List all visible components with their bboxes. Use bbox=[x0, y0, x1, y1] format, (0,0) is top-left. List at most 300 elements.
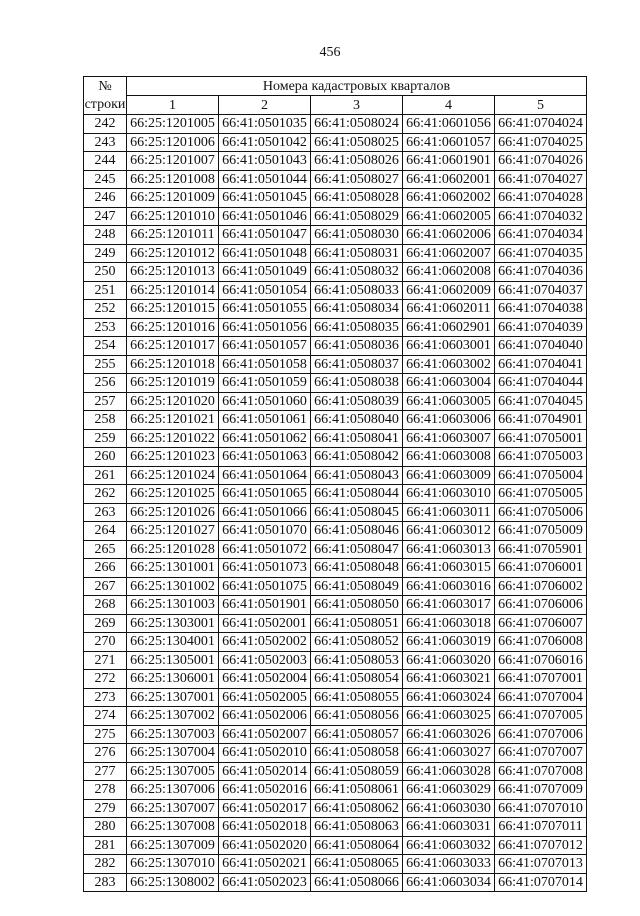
cadastral-number-cell: 66:41:0603008 bbox=[403, 448, 495, 467]
table-body bbox=[84, 115, 587, 892]
group-header: Номера кадастровых кварталов bbox=[127, 77, 587, 96]
cadastral-number-cell: 66:41:0501049 bbox=[219, 263, 311, 282]
cadastral-number-cell: 66:41:0502014 bbox=[219, 762, 311, 781]
cadastral-number-cell: 66:25:1307003 bbox=[127, 725, 219, 744]
cadastral-number-cell: 66:41:0508046 bbox=[311, 522, 403, 541]
cadastral-number-cell: 66:41:0501045 bbox=[219, 189, 311, 208]
cadastral-number-cell: 66:25:1307005 bbox=[127, 762, 219, 781]
row-number-cell: 263 bbox=[84, 503, 127, 522]
table-row bbox=[84, 762, 587, 781]
cadastral-number-cell: 66:41:0603033 bbox=[403, 855, 495, 874]
cadastral-number-cell: 66:41:0603019 bbox=[403, 633, 495, 652]
table-row bbox=[84, 559, 587, 578]
cadastral-number-cell: 66:41:0508033 bbox=[311, 281, 403, 300]
cadastral-number-cell: 66:41:0706007 bbox=[495, 614, 587, 633]
cadastral-number-cell: 66:41:0602008 bbox=[403, 263, 495, 282]
cadastral-number-cell: 66:25:1201013 bbox=[127, 263, 219, 282]
cadastral-number-cell: 66:41:0704035 bbox=[495, 244, 587, 263]
cadastral-number-cell: 66:41:0501063 bbox=[219, 448, 311, 467]
table-row bbox=[84, 818, 587, 837]
cadastral-number-cell: 66:41:0603007 bbox=[403, 429, 495, 448]
table-row bbox=[84, 799, 587, 818]
cadastral-number-cell: 66:41:0704034 bbox=[495, 226, 587, 245]
cadastral-number-cell: 66:41:0603001 bbox=[403, 337, 495, 356]
row-number-cell: 261 bbox=[84, 466, 127, 485]
cadastral-number-cell: 66:41:0508059 bbox=[311, 762, 403, 781]
cadastral-number-cell: 66:41:0704045 bbox=[495, 392, 587, 411]
cadastral-number-cell: 66:41:0508049 bbox=[311, 577, 403, 596]
cadastral-number-cell: 66:41:0704037 bbox=[495, 281, 587, 300]
cadastral-number-cell: 66:41:0704040 bbox=[495, 337, 587, 356]
table-row bbox=[84, 670, 587, 689]
cadastral-number-cell: 66:41:0704041 bbox=[495, 355, 587, 374]
cadastral-number-cell: 66:41:0502016 bbox=[219, 781, 311, 800]
cadastral-number-cell: 66:41:0602006 bbox=[403, 226, 495, 245]
cadastral-number-cell: 66:41:0502005 bbox=[219, 688, 311, 707]
cadastral-number-cell: 66:41:0705003 bbox=[495, 448, 587, 467]
row-number-cell: 282 bbox=[84, 855, 127, 874]
cadastral-number-cell: 66:41:0502021 bbox=[219, 855, 311, 874]
page-number: 456 bbox=[319, 45, 341, 60]
table-row bbox=[84, 189, 587, 208]
table-row bbox=[84, 614, 587, 633]
table-row bbox=[84, 725, 587, 744]
cadastral-number-cell: 66:41:0508044 bbox=[311, 485, 403, 504]
row-number-cell: 270 bbox=[84, 633, 127, 652]
cadastral-number-cell: 66:41:0508034 bbox=[311, 300, 403, 319]
cadastral-number-cell: 66:41:0502006 bbox=[219, 707, 311, 726]
cadastral-number-cell: 66:25:1201020 bbox=[127, 392, 219, 411]
table-row bbox=[84, 170, 587, 189]
cadastral-number-cell: 66:41:0602002 bbox=[403, 189, 495, 208]
cadastral-number-cell: 66:41:0502003 bbox=[219, 651, 311, 670]
cadastral-number-cell: 66:25:1307001 bbox=[127, 688, 219, 707]
cadastral-number-cell: 66:41:0603011 bbox=[403, 503, 495, 522]
row-number-cell: 271 bbox=[84, 651, 127, 670]
cadastral-number-cell: 66:25:1201022 bbox=[127, 429, 219, 448]
cadastral-number-cell: 66:41:0508064 bbox=[311, 836, 403, 855]
table-row bbox=[84, 596, 587, 615]
cadastral-number-cell: 66:41:0502023 bbox=[219, 873, 311, 892]
cadastral-number-cell: 66:41:0508066 bbox=[311, 873, 403, 892]
column-number-header: 2 bbox=[219, 96, 311, 115]
cadastral-number-cell: 66:41:0707007 bbox=[495, 744, 587, 763]
row-number-cell: 249 bbox=[84, 244, 127, 263]
table-row bbox=[84, 133, 587, 152]
cadastral-number-cell: 66:25:1201028 bbox=[127, 540, 219, 559]
table-row bbox=[84, 448, 587, 467]
cadastral-number-cell: 66:41:0508053 bbox=[311, 651, 403, 670]
row-number-cell: 275 bbox=[84, 725, 127, 744]
cadastral-number-cell: 66:25:1201018 bbox=[127, 355, 219, 374]
cadastral-number-cell: 66:41:0603032 bbox=[403, 836, 495, 855]
cadastral-number-cell: 66:41:0602001 bbox=[403, 170, 495, 189]
cadastral-number-cell: 66:41:0508025 bbox=[311, 133, 403, 152]
cadastral-number-cell: 66:41:0501044 bbox=[219, 170, 311, 189]
row-number-cell: 258 bbox=[84, 411, 127, 430]
cadastral-number-cell: 66:25:1201015 bbox=[127, 300, 219, 319]
column-number-header: 1 bbox=[127, 96, 219, 115]
row-number-cell: 257 bbox=[84, 392, 127, 411]
cadastral-number-cell: 66:41:0508027 bbox=[311, 170, 403, 189]
cadastral-number-cell: 66:41:0501060 bbox=[219, 392, 311, 411]
column-number-header: 3 bbox=[311, 96, 403, 115]
row-number-cell: 246 bbox=[84, 189, 127, 208]
cadastral-number-cell: 66:25:1305001 bbox=[127, 651, 219, 670]
cadastral-number-cell: 66:41:0704044 bbox=[495, 374, 587, 393]
cadastral-number-cell: 66:41:0603030 bbox=[403, 799, 495, 818]
cadastral-number-cell: 66:41:0603027 bbox=[403, 744, 495, 763]
cadastral-number-cell: 66:41:0603025 bbox=[403, 707, 495, 726]
table-row bbox=[84, 688, 587, 707]
cadastral-number-cell: 66:41:0501062 bbox=[219, 429, 311, 448]
cadastral-number-cell: 66:41:0707013 bbox=[495, 855, 587, 874]
cadastral-number-cell: 66:25:1201009 bbox=[127, 189, 219, 208]
cadastral-number-cell: 66:41:0603012 bbox=[403, 522, 495, 541]
row-number-cell: 255 bbox=[84, 355, 127, 374]
cadastral-number-cell: 66:41:0508050 bbox=[311, 596, 403, 615]
cadastral-number-cell: 66:41:0707005 bbox=[495, 707, 587, 726]
cadastral-number-cell: 66:41:0508047 bbox=[311, 540, 403, 559]
cadastral-number-cell: 66:41:0502017 bbox=[219, 799, 311, 818]
cadastral-number-cell: 66:41:0508031 bbox=[311, 244, 403, 263]
table-row bbox=[84, 226, 587, 245]
row-number-cell: 262 bbox=[84, 485, 127, 504]
cadastral-number-cell: 66:41:0705006 bbox=[495, 503, 587, 522]
cadastral-number-cell: 66:41:0508039 bbox=[311, 392, 403, 411]
cadastral-number-cell: 66:41:0603034 bbox=[403, 873, 495, 892]
cadastral-number-cell: 66:41:0603021 bbox=[403, 670, 495, 689]
cadastral-number-cell: 66:25:1201024 bbox=[127, 466, 219, 485]
cadastral-number-cell: 66:41:0508065 bbox=[311, 855, 403, 874]
cadastral-number-cell: 66:41:0706016 bbox=[495, 651, 587, 670]
cadastral-number-cell: 66:41:0705004 bbox=[495, 466, 587, 485]
cadastral-number-cell: 66:41:0501047 bbox=[219, 226, 311, 245]
table-row bbox=[84, 836, 587, 855]
row-number-cell: 280 bbox=[84, 818, 127, 837]
row-number-cell: 251 bbox=[84, 281, 127, 300]
cadastral-number-cell: 66:25:1201014 bbox=[127, 281, 219, 300]
cadastral-number-cell: 66:41:0602007 bbox=[403, 244, 495, 263]
cadastral-number-cell: 66:41:0603024 bbox=[403, 688, 495, 707]
column-number-header: 4 bbox=[403, 96, 495, 115]
table-row bbox=[84, 855, 587, 874]
cadastral-number-cell: 66:25:1201025 bbox=[127, 485, 219, 504]
cadastral-number-cell: 66:25:1307006 bbox=[127, 781, 219, 800]
cadastral-number-cell: 66:41:0603031 bbox=[403, 818, 495, 837]
cadastral-number-cell: 66:41:0707010 bbox=[495, 799, 587, 818]
cadastral-number-cell: 66:25:1303001 bbox=[127, 614, 219, 633]
cadastral-number-cell: 66:41:0501042 bbox=[219, 133, 311, 152]
cadastral-number-cell: 66:41:0603026 bbox=[403, 725, 495, 744]
table-row bbox=[84, 374, 587, 393]
cadastral-number-cell: 66:41:0707014 bbox=[495, 873, 587, 892]
table-row bbox=[84, 781, 587, 800]
table-row bbox=[84, 503, 587, 522]
row-number-cell: 268 bbox=[84, 596, 127, 615]
cadastral-number-cell: 66:41:0508038 bbox=[311, 374, 403, 393]
cadastral-number-cell: 66:41:0501061 bbox=[219, 411, 311, 430]
cadastral-number-cell: 66:41:0705001 bbox=[495, 429, 587, 448]
cadastral-number-cell: 66:41:0603002 bbox=[403, 355, 495, 374]
cadastral-number-cell: 66:25:1201007 bbox=[127, 152, 219, 171]
cadastral-number-cell: 66:25:1308002 bbox=[127, 873, 219, 892]
cadastral-number-cell: 66:41:0508040 bbox=[311, 411, 403, 430]
cadastral-number-cell: 66:41:0704025 bbox=[495, 133, 587, 152]
cadastral-number-cell: 66:41:0502018 bbox=[219, 818, 311, 837]
row-number-cell: 248 bbox=[84, 226, 127, 245]
table-row bbox=[84, 244, 587, 263]
cadastral-number-cell: 66:41:0704036 bbox=[495, 263, 587, 282]
row-number-cell: 277 bbox=[84, 762, 127, 781]
table-row bbox=[84, 115, 587, 134]
table-row bbox=[84, 873, 587, 892]
cadastral-number-cell: 66:41:0508024 bbox=[311, 115, 403, 134]
cadastral-number-cell: 66:41:0502004 bbox=[219, 670, 311, 689]
cadastral-number-cell: 66:41:0508062 bbox=[311, 799, 403, 818]
cadastral-number-cell: 66:41:0601901 bbox=[403, 152, 495, 171]
table-row bbox=[84, 522, 587, 541]
cadastral-number-cell: 66:41:0602011 bbox=[403, 300, 495, 319]
cadastral-number-cell: 66:41:0603029 bbox=[403, 781, 495, 800]
cadastral-number-cell: 66:41:0501073 bbox=[219, 559, 311, 578]
table-row bbox=[84, 707, 587, 726]
cadastral-number-cell: 66:41:0603009 bbox=[403, 466, 495, 485]
table-row bbox=[84, 411, 587, 430]
table-header bbox=[84, 77, 587, 115]
cadastral-number-cell: 66:25:1201027 bbox=[127, 522, 219, 541]
cadastral-number-cell: 66:41:0501035 bbox=[219, 115, 311, 134]
row-number-cell: 279 bbox=[84, 799, 127, 818]
cadastral-number-cell: 66:25:1201005 bbox=[127, 115, 219, 134]
table-row bbox=[84, 392, 587, 411]
row-number-cell: 247 bbox=[84, 207, 127, 226]
row-number-cell: 252 bbox=[84, 300, 127, 319]
cadastral-number-cell: 66:25:1301002 bbox=[127, 577, 219, 596]
row-number-cell: 245 bbox=[84, 170, 127, 189]
cadastral-number-cell: 66:41:0707004 bbox=[495, 688, 587, 707]
table-row bbox=[84, 485, 587, 504]
row-number-header-top: № bbox=[84, 77, 127, 96]
row-number-cell: 281 bbox=[84, 836, 127, 855]
row-number-cell: 269 bbox=[84, 614, 127, 633]
cadastral-number-cell: 66:41:0704901 bbox=[495, 411, 587, 430]
cadastral-number-cell: 66:41:0707008 bbox=[495, 762, 587, 781]
table-row bbox=[84, 207, 587, 226]
cadastral-number-cell: 66:41:0508035 bbox=[311, 318, 403, 337]
cadastral-number-cell: 66:25:1201011 bbox=[127, 226, 219, 245]
row-number-cell: 242 bbox=[84, 115, 127, 134]
table-row bbox=[84, 318, 587, 337]
cadastral-number-cell: 66:41:0706008 bbox=[495, 633, 587, 652]
cadastral-number-cell: 66:41:0603028 bbox=[403, 762, 495, 781]
cadastral-number-cell: 66:41:0508058 bbox=[311, 744, 403, 763]
cadastral-number-cell: 66:41:0502007 bbox=[219, 725, 311, 744]
cadastral-number-cell: 66:41:0603016 bbox=[403, 577, 495, 596]
row-number-cell: 272 bbox=[84, 670, 127, 689]
cadastral-number-cell: 66:25:1201019 bbox=[127, 374, 219, 393]
cadastral-number-cell: 66:41:0501057 bbox=[219, 337, 311, 356]
cadastral-number-cell: 66:25:1307008 bbox=[127, 818, 219, 837]
row-number-cell: 254 bbox=[84, 337, 127, 356]
cadastral-number-cell: 66:41:0603004 bbox=[403, 374, 495, 393]
cadastral-number-cell: 66:25:1201023 bbox=[127, 448, 219, 467]
cadastral-number-cell: 66:41:0501046 bbox=[219, 207, 311, 226]
row-number-cell: 250 bbox=[84, 263, 127, 282]
row-number-cell: 256 bbox=[84, 374, 127, 393]
cadastral-number-cell: 66:41:0508042 bbox=[311, 448, 403, 467]
cadastral-number-cell: 66:41:0501043 bbox=[219, 152, 311, 171]
row-number-cell: 253 bbox=[84, 318, 127, 337]
cadastral-number-cell: 66:41:0501054 bbox=[219, 281, 311, 300]
cadastral-number-cell: 66:41:0603010 bbox=[403, 485, 495, 504]
row-number-cell: 260 bbox=[84, 448, 127, 467]
cadastral-number-cell: 66:41:0602005 bbox=[403, 207, 495, 226]
table-row bbox=[84, 651, 587, 670]
cadastral-number-cell: 66:41:0705901 bbox=[495, 540, 587, 559]
cadastral-number-cell: 66:41:0508061 bbox=[311, 781, 403, 800]
cadastral-number-cell: 66:41:0603020 bbox=[403, 651, 495, 670]
cadastral-number-cell: 66:41:0508036 bbox=[311, 337, 403, 356]
row-number-cell: 243 bbox=[84, 133, 127, 152]
cadastral-number-cell: 66:41:0502002 bbox=[219, 633, 311, 652]
table-row bbox=[84, 355, 587, 374]
cadastral-number-cell: 66:41:0705005 bbox=[495, 485, 587, 504]
cadastral-number-cell: 66:41:0706006 bbox=[495, 596, 587, 615]
table-row bbox=[84, 744, 587, 763]
cadastral-number-cell: 66:25:1201026 bbox=[127, 503, 219, 522]
row-number-cell: 278 bbox=[84, 781, 127, 800]
cadastral-number-cell: 66:25:1201012 bbox=[127, 244, 219, 263]
cadastral-number-cell: 66:41:0603015 bbox=[403, 559, 495, 578]
cadastral-number-cell: 66:41:0508028 bbox=[311, 189, 403, 208]
row-number-cell: 274 bbox=[84, 707, 127, 726]
table-row bbox=[84, 577, 587, 596]
cadastral-number-cell: 66:41:0508057 bbox=[311, 725, 403, 744]
cadastral-number-cell: 66:25:1307010 bbox=[127, 855, 219, 874]
cadastral-number-cell: 66:25:1201021 bbox=[127, 411, 219, 430]
cadastral-number-cell: 66:41:0602901 bbox=[403, 318, 495, 337]
cadastral-number-cell: 66:41:0501070 bbox=[219, 522, 311, 541]
cadastral-number-cell: 66:41:0508030 bbox=[311, 226, 403, 245]
cadastral-number-cell: 66:41:0707009 bbox=[495, 781, 587, 800]
cadastral-number-cell: 66:41:0508043 bbox=[311, 466, 403, 485]
row-number-cell: 259 bbox=[84, 429, 127, 448]
row-number-cell: 276 bbox=[84, 744, 127, 763]
cadastral-number-cell: 66:41:0508032 bbox=[311, 263, 403, 282]
column-number-header: 5 bbox=[495, 96, 587, 115]
cadastral-number-cell: 66:41:0603005 bbox=[403, 392, 495, 411]
cadastral-number-cell: 66:41:0705009 bbox=[495, 522, 587, 541]
cadastral-number-cell: 66:25:1307002 bbox=[127, 707, 219, 726]
cadastral-number-cell: 66:41:0508026 bbox=[311, 152, 403, 171]
cadastral-number-cell: 66:25:1301003 bbox=[127, 596, 219, 615]
cadastral-number-cell: 66:41:0508056 bbox=[311, 707, 403, 726]
cadastral-number-cell: 66:41:0508037 bbox=[311, 355, 403, 374]
cadastral-number-cell: 66:41:0601057 bbox=[403, 133, 495, 152]
cadastral-number-cell: 66:41:0707006 bbox=[495, 725, 587, 744]
cadastral-number-cell: 66:25:1307004 bbox=[127, 744, 219, 763]
cadastral-number-cell: 66:41:0508052 bbox=[311, 633, 403, 652]
table-row bbox=[84, 152, 587, 171]
cadastral-number-cell: 66:25:1307007 bbox=[127, 799, 219, 818]
cadastral-number-cell: 66:41:0501048 bbox=[219, 244, 311, 263]
cadastral-number-cell: 66:41:0704026 bbox=[495, 152, 587, 171]
table-row bbox=[84, 540, 587, 559]
row-number-cell: 273 bbox=[84, 688, 127, 707]
cadastral-number-cell: 66:41:0502010 bbox=[219, 744, 311, 763]
table-row bbox=[84, 466, 587, 485]
row-number-cell: 283 bbox=[84, 873, 127, 892]
cadastral-number-cell: 66:41:0704038 bbox=[495, 300, 587, 319]
cadastral-number-cell: 66:41:0502001 bbox=[219, 614, 311, 633]
row-number-header-bottom: строки bbox=[84, 96, 127, 115]
cadastral-number-cell: 66:41:0704024 bbox=[495, 115, 587, 134]
cadastral-number-cell: 66:41:0501064 bbox=[219, 466, 311, 485]
cadastral-number-cell: 66:41:0501901 bbox=[219, 596, 311, 615]
cadastral-number-cell: 66:41:0508054 bbox=[311, 670, 403, 689]
cadastral-number-cell: 66:25:1201010 bbox=[127, 207, 219, 226]
table-row bbox=[84, 281, 587, 300]
cadastral-number-cell: 66:41:0603013 bbox=[403, 540, 495, 559]
cadastral-number-cell: 66:41:0508055 bbox=[311, 688, 403, 707]
cadastral-number-cell: 66:41:0704032 bbox=[495, 207, 587, 226]
cadastral-number-cell: 66:41:0508051 bbox=[311, 614, 403, 633]
cadastral-number-cell: 66:41:0501066 bbox=[219, 503, 311, 522]
cadastral-number-cell: 66:41:0501055 bbox=[219, 300, 311, 319]
cadastral-number-cell: 66:25:1304001 bbox=[127, 633, 219, 652]
table-row bbox=[84, 300, 587, 319]
cadastral-number-cell: 66:41:0706002 bbox=[495, 577, 587, 596]
cadastral-number-cell: 66:41:0603018 bbox=[403, 614, 495, 633]
cadastral-number-cell: 66:41:0602009 bbox=[403, 281, 495, 300]
cadastral-number-cell: 66:41:0707001 bbox=[495, 670, 587, 689]
cadastral-number-cell: 66:41:0601056 bbox=[403, 115, 495, 134]
cadastral-number-cell: 66:41:0508045 bbox=[311, 503, 403, 522]
cadastral-number-cell: 66:25:1306001 bbox=[127, 670, 219, 689]
cadastral-number-cell: 66:41:0502020 bbox=[219, 836, 311, 855]
cadastral-number-cell: 66:25:1201006 bbox=[127, 133, 219, 152]
cadastral-number-cell: 66:41:0501072 bbox=[219, 540, 311, 559]
cadastral-number-cell: 66:41:0704039 bbox=[495, 318, 587, 337]
cadastral-number-cell: 66:41:0704028 bbox=[495, 189, 587, 208]
table-row bbox=[84, 337, 587, 356]
row-number-cell: 266 bbox=[84, 559, 127, 578]
cadastral-number-cell: 66:41:0508063 bbox=[311, 818, 403, 837]
cadastral-number-cell: 66:25:1201008 bbox=[127, 170, 219, 189]
row-number-cell: 265 bbox=[84, 540, 127, 559]
cadastral-number-cell: 66:41:0707011 bbox=[495, 818, 587, 837]
row-number-cell: 244 bbox=[84, 152, 127, 171]
cadastral-number-cell: 66:41:0603017 bbox=[403, 596, 495, 615]
cadastral-number-cell: 66:41:0508029 bbox=[311, 207, 403, 226]
cadastral-number-cell: 66:41:0501075 bbox=[219, 577, 311, 596]
cadastral-number-cell: 66:41:0501056 bbox=[219, 318, 311, 337]
cadastral-number-cell: 66:41:0508048 bbox=[311, 559, 403, 578]
cadastral-number-cell: 66:41:0706001 bbox=[495, 559, 587, 578]
table-row bbox=[84, 263, 587, 282]
table-row bbox=[84, 633, 587, 652]
cadastral-number-cell: 66:41:0704027 bbox=[495, 170, 587, 189]
cadastral-number-cell: 66:25:1201016 bbox=[127, 318, 219, 337]
cadastral-number-cell: 66:41:0501059 bbox=[219, 374, 311, 393]
cadastral-number-cell: 66:41:0501058 bbox=[219, 355, 311, 374]
cadastral-number-cell: 66:25:1201017 bbox=[127, 337, 219, 356]
row-number-cell: 264 bbox=[84, 522, 127, 541]
row-number-cell: 267 bbox=[84, 577, 127, 596]
cadastral-quarters-table bbox=[83, 76, 587, 892]
cadastral-number-cell: 66:25:1307009 bbox=[127, 836, 219, 855]
